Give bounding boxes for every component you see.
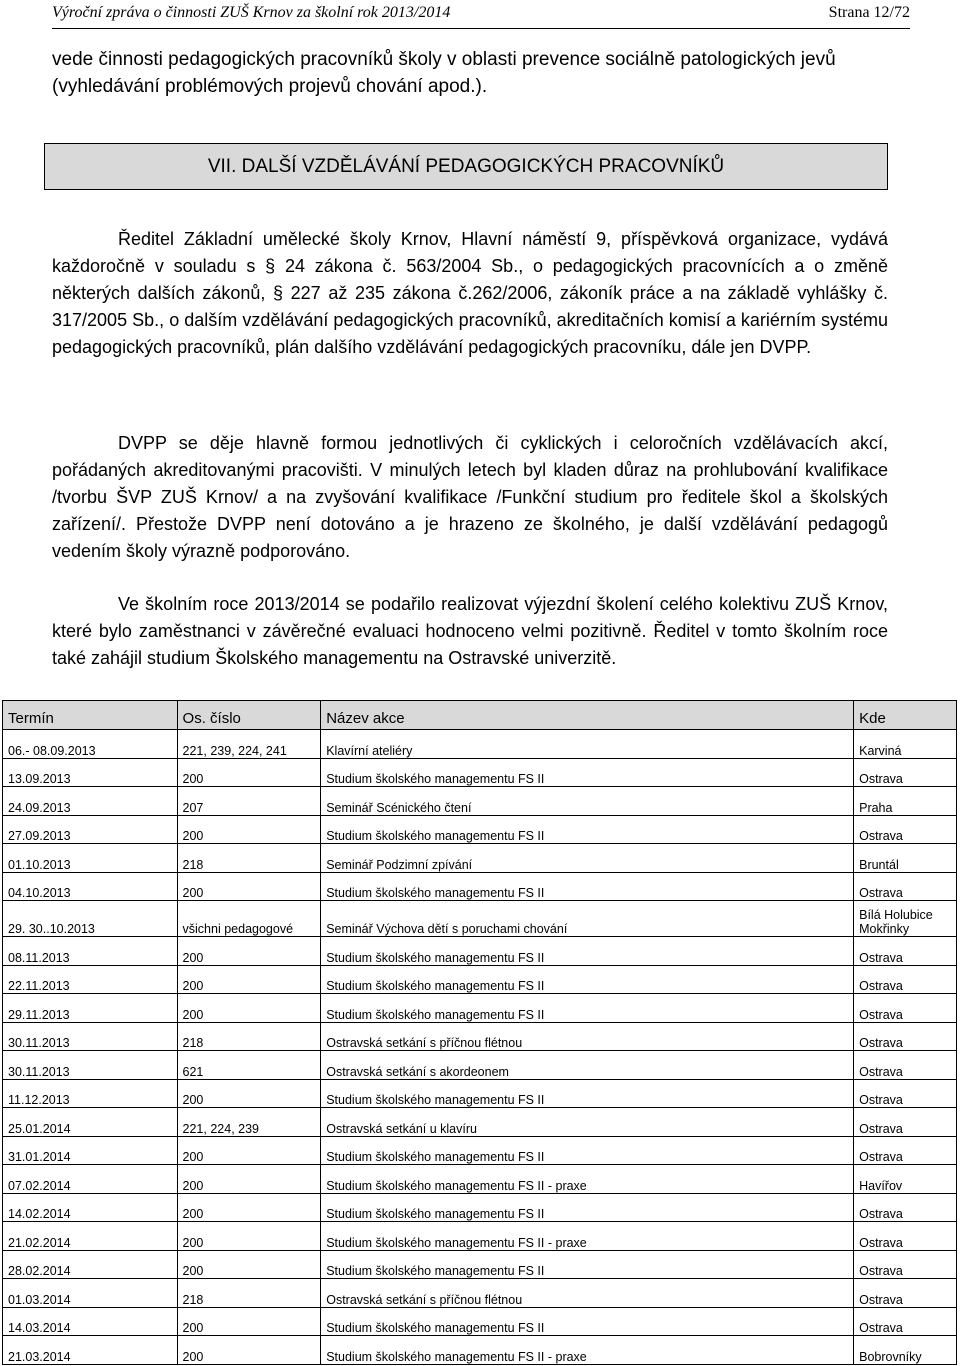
cell-staff-number: 200: [177, 994, 321, 1023]
cell-staff-number: 200: [177, 1222, 321, 1251]
cell-event-name: Studium školského managementu FS II: [321, 1307, 854, 1336]
cell-staff-number: 207: [177, 787, 321, 816]
cell-staff-number: 218: [177, 844, 321, 873]
cell-event-name: Ostravská setkání s příčnou flétnou: [321, 1279, 854, 1308]
cell-event-name: Seminář Výchova dětí s poruchami chování: [321, 901, 854, 937]
cell-date: 29. 30..10.2013: [3, 901, 178, 937]
table-row: [3, 965, 957, 994]
table-row: [3, 1336, 957, 1365]
cell-staff-number: 221, 224, 239: [177, 1108, 321, 1137]
intro-text: vede činnosti pedagogických pracovníků školy v oblasti prevence sociálně patologických jevů (vyhledávání problémových projevů chování apod.).: [52, 49, 836, 97]
paragraph-text: Ve školním roce 2013/2014 se podařilo realizovat výjezdní školení celého kolektivu ZUŠ Krnov, které bylo zaměstnanci v závěrečné evaluaci hodnoceno velmi pozitivně. Ředitel v tomto školním roce také zahájil studium Školského managementu na Ostravské univerzitě.: [52, 594, 888, 668]
cell-event-name: Studium školského managementu FS II: [321, 1250, 854, 1279]
cell-staff-number: 200: [177, 1336, 321, 1365]
section-title: VII. DALŠÍ VZDĚLÁVÁNÍ PEDAGOGICKÝCH PRACOVNÍKŮ: [207, 155, 725, 177]
cell-date: 01.03.2014: [3, 1279, 178, 1308]
section-heading: [44, 143, 888, 190]
cell-staff-number: 218: [177, 1279, 321, 1308]
cell-staff-number: 200: [177, 1079, 321, 1108]
cell-staff-number: 200: [177, 1136, 321, 1165]
cell-location: Ostrava: [854, 872, 957, 901]
cell-location: Ostrava: [854, 1108, 957, 1137]
cell-staff-number: 200: [177, 1165, 321, 1194]
cell-event-name: Studium školského managementu FS II - praxe: [321, 1222, 854, 1251]
cell-date: 14.02.2014: [3, 1193, 178, 1222]
cell-date: 29.11.2013: [3, 994, 178, 1023]
cell-staff-number: všichni pedagogové: [177, 901, 321, 937]
cell-location: Ostrava: [854, 1051, 957, 1080]
cell-location: Ostrava: [854, 1222, 957, 1251]
table-row: [3, 1136, 957, 1165]
table-row: [3, 758, 957, 787]
cell-location: Ostrava: [854, 1136, 957, 1165]
cell-date: 14.03.2014: [3, 1307, 178, 1336]
cell-event-name: Studium školského managementu FS II: [321, 872, 854, 901]
cell-location: Ostrava: [854, 1079, 957, 1108]
cell-date: 08.11.2013: [3, 937, 178, 966]
table-row: [3, 1079, 957, 1108]
cell-location: Havířov: [854, 1165, 957, 1194]
cell-date: 01.10.2013: [3, 844, 178, 873]
cell-date: 06.- 08.09.2013: [3, 730, 178, 759]
column-header-event-name: Název akce: [321, 701, 854, 730]
cell-location: Ostrava: [854, 994, 957, 1023]
cell-event-name: Studium školského managementu FS II: [321, 1136, 854, 1165]
cell-date: 11.12.2013: [3, 1079, 178, 1108]
table-row: [3, 1193, 957, 1222]
cell-date: 07.02.2014: [3, 1165, 178, 1194]
cell-location: Praha: [854, 787, 957, 816]
cell-location: Ostrava: [854, 937, 957, 966]
paragraph-training-year: [52, 591, 888, 672]
cell-date: 04.10.2013: [3, 872, 178, 901]
cell-staff-number: 621: [177, 1051, 321, 1080]
cell-date: 22.11.2013: [3, 965, 178, 994]
cell-location: Bílá Holubice Mokřinky: [854, 901, 957, 937]
cell-event-name: Studium školského managementu FS II: [321, 758, 854, 787]
cell-staff-number: 200: [177, 1307, 321, 1336]
cell-event-name: Ostravská setkání s příčnou flétnou: [321, 1022, 854, 1051]
table-row: [3, 994, 957, 1023]
paragraph-dvpp-legal: [52, 226, 888, 361]
cell-date: 30.11.2013: [3, 1022, 178, 1051]
cell-staff-number: 200: [177, 1193, 321, 1222]
cell-staff-number: 200: [177, 965, 321, 994]
cell-event-name: Ostravská setkání s akordeonem: [321, 1051, 854, 1080]
cell-event-name: Ostravská setkání u klavíru: [321, 1108, 854, 1137]
table-row: [3, 730, 957, 759]
table-row: [3, 937, 957, 966]
report-title: Výroční zpráva o činnosti ZUŠ Krnov za školní rok 2013/2014: [52, 4, 451, 21]
cell-date: 27.09.2013: [3, 815, 178, 844]
cell-staff-number: 221, 239, 224, 241: [177, 730, 321, 759]
paragraph-dvpp-forms: [52, 430, 888, 565]
table-row: [3, 1307, 957, 1336]
column-header-staff-number: Os. číslo: [177, 701, 321, 730]
table-row: [3, 872, 957, 901]
table-row: [3, 1222, 957, 1251]
page-header: [52, 2, 910, 29]
cell-date: 21.03.2014: [3, 1336, 178, 1365]
cell-event-name: Studium školského managementu FS II: [321, 815, 854, 844]
table-row: [3, 1108, 957, 1137]
column-header-date: Termín: [3, 701, 178, 730]
cell-event-name: Studium školského managementu FS II - praxe: [321, 1336, 854, 1365]
cell-staff-number: 200: [177, 1250, 321, 1279]
cell-staff-number: 200: [177, 937, 321, 966]
table-row: [3, 1165, 957, 1194]
cell-date: 30.11.2013: [3, 1051, 178, 1080]
cell-event-name: Studium školského managementu FS II: [321, 965, 854, 994]
cell-date: 21.02.2014: [3, 1222, 178, 1251]
table-row: [3, 901, 957, 937]
cell-location: Bobrovníky: [854, 1336, 957, 1365]
training-events-table: [2, 700, 957, 1365]
cell-event-name: Studium školského managementu FS II: [321, 1193, 854, 1222]
cell-location: Ostrava: [854, 815, 957, 844]
column-header-location: Kde: [854, 701, 957, 730]
cell-location: Karviná: [854, 730, 957, 759]
cell-location: Ostrava: [854, 1193, 957, 1222]
cell-location: Ostrava: [854, 758, 957, 787]
cell-event-name: Klavírní ateliéry: [321, 730, 854, 759]
cell-location: Ostrava: [854, 1250, 957, 1279]
cell-event-name: Seminář Podzimní zpívání: [321, 844, 854, 873]
cell-location: Ostrava: [854, 965, 957, 994]
cell-location: Ostrava: [854, 1307, 957, 1336]
table-row: [3, 1022, 957, 1051]
cell-date: 13.09.2013: [3, 758, 178, 787]
cell-event-name: Seminář Scénického čtení: [321, 787, 854, 816]
cell-staff-number: 200: [177, 758, 321, 787]
table-header-row: [3, 701, 957, 730]
table-row: [3, 815, 957, 844]
cell-event-name: Studium školského managementu FS II - praxe: [321, 1165, 854, 1194]
table-row: [3, 1250, 957, 1279]
cell-date: 25.01.2014: [3, 1108, 178, 1137]
cell-event-name: Studium školského managementu FS II: [321, 1079, 854, 1108]
paragraph-text: Ředitel Základní umělecké školy Krnov, Hlavní náměstí 9, příspěvková organizace, vydává každoročně v souladu s § 24 zákona č. 563/2004 Sb., o pedagogických pracovnících a o změně některých dalších zákonů, § 227 až 235 zákona č.262/2006, zákoník práce a na základě vyhlášky č. 317/2005 Sb., o dalším vzdělávání pedagogických pracovníků, akreditačních komisí a kariérním systému pedagogických pracovníků, plán dalšího vzdělávání pedagogických pracovníku, dále jen DVPP.: [52, 229, 888, 357]
cell-event-name: Studium školského managementu FS II: [321, 937, 854, 966]
cell-location: Bruntál: [854, 844, 957, 873]
cell-location: Ostrava: [854, 1279, 957, 1308]
cell-staff-number: 200: [177, 872, 321, 901]
table-row: [3, 1279, 957, 1308]
cell-date: 28.02.2014: [3, 1250, 178, 1279]
cell-date: 24.09.2013: [3, 787, 178, 816]
table-row: [3, 787, 957, 816]
table-row: [3, 1051, 957, 1080]
table-row: [3, 844, 957, 873]
cell-date: 31.01.2014: [3, 1136, 178, 1165]
page-number: Strana 12/72: [828, 4, 910, 21]
paragraph-text: DVPP se děje hlavně formou jednotlivých či cyklických i celoročních vzdělávacích akcí, pořádaných akreditovanými pracovišti. V minulých letech byl kladen důraz na prohlubování kvalifikace /tvorbu ŠVP ZUŠ Krnov/ a na zvyšování kvalifikace /Funkční studium pro ředitele škol a školských zařízení/. Přestože DVPP není dotováno a je hrazeno ze školného, je další vzdělávání pedagogů vedením školy výrazně podporováno.: [52, 433, 888, 561]
cell-staff-number: 200: [177, 815, 321, 844]
cell-staff-number: 218: [177, 1022, 321, 1051]
cell-location: Ostrava: [854, 1022, 957, 1051]
cell-event-name: Studium školského managementu FS II: [321, 994, 854, 1023]
